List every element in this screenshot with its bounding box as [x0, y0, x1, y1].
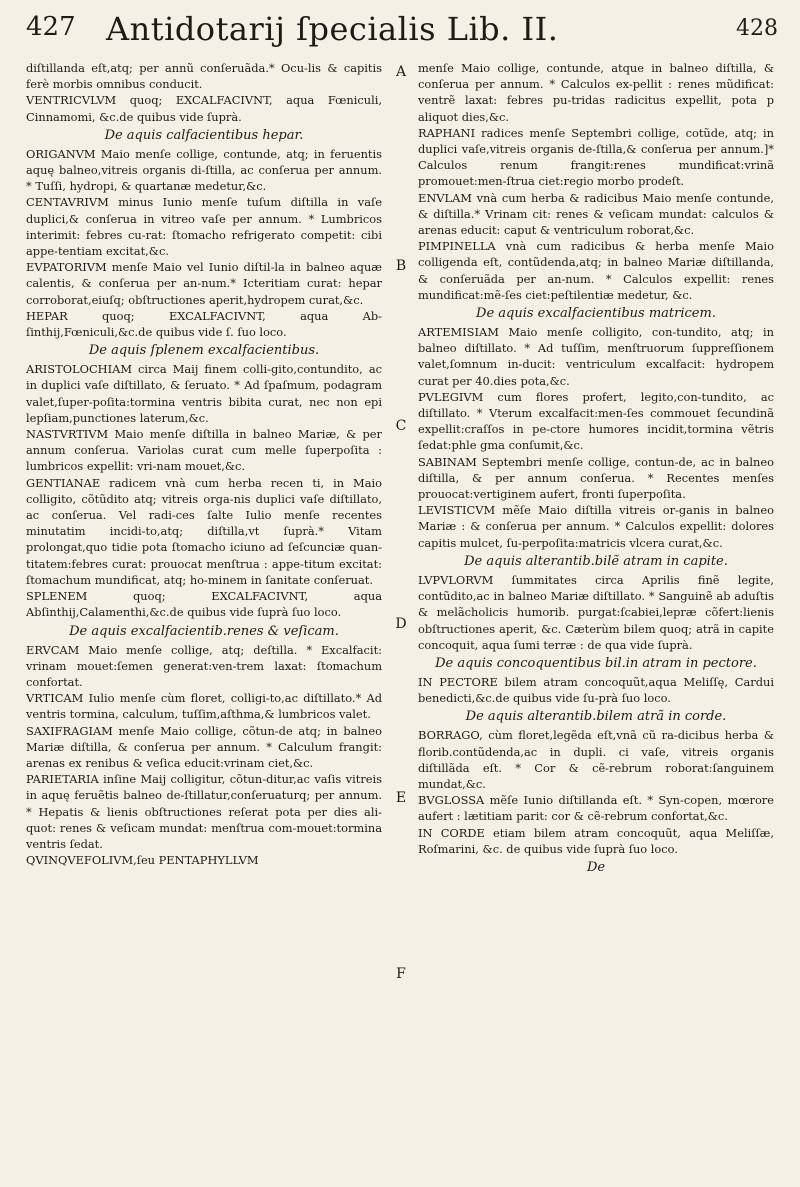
paragraph: PVLEGIVM cum flores profert, legito,con-tundito, ac diſtillato. * Vterum excalfacit:men-ſes commouet ſecundinã expellit:craſſos in pe-ctore humores incidit,tormina vẽtris ſedat:phle gma conſumit,&c. — [418, 389, 774, 453]
paragraph: RAPHANI radices menſe Septembri collige, cotũde, atq; in duplici vaſe,vitreis organis de-ſtilla,& conſerua per annum.]* Calculos renum frangit:renes mundificat:vrinã promouet:men-ſtrua ciet:regio morbo prodeſt. — [418, 125, 774, 189]
paragraph: ARTEMISIAM Maio menſe colligito, con-tundito, atq; in balneo diſtillato. * Ad tuſſim, menſtruorum ſuppreſſionem valet,ſomnum in-ducit: ventriculum excalfacit: hydropem curat per 40.dies pota,&c. — [418, 325, 774, 388]
section-heading: De aquis alterantib.bilẽ atram in capite. — [464, 553, 728, 569]
running-header — [26, 10, 778, 54]
section-heading: De aquis ſplenem excalfacientibus. — [88, 343, 320, 359]
section-heading: De aquis excalfacientib.renes & veſicam. — [69, 623, 339, 639]
section-heading: De aquis calfacientibus hepar. — [104, 127, 304, 143]
paragraph: LVPVLORVM ſummitates circa Aprilis finẽ legite, contũdito,ac in balneo Mariæ diſtillato. * Sanguinẽ ab aduſtis & melãcholicis humorib. purgat:ſcabiei,lepræ cõfert:lienis obſtructiones aperit, &c. Cæterùm bilem quoq; atrã in capite concoquit, aqua ſumi terræ : de qua vide ſuprà. — [418, 572, 774, 652]
left-column — [26, 60, 382, 1170]
paragraph: SPLENEM quoq; EXCALFACIVNT, aqua Abſinthij,Calamenthi,&c.de quibus vide ſuprà ſuo loco. — [26, 589, 382, 620]
paragraph: EVPATORIVM menſe Maio vel Iunio diſtil-la in balneo aquæ calentis, & conſerua per an-num.* Icteritiam curat: hepar corroborat,eiuſq; obſtructiones aperit,hydropem curat,&c. — [26, 260, 382, 307]
paragraph: ARISTOLOCHIAM circa Maij finem colli-gito,contundito, ac in duplici vaſe diſtillato, & ſeruato. * Ad ſpaſmum, podagram valet,ſuper-poſita:tormina ventris bibita curat, nec non epi lepſiam,punctiones laterum,&c. — [26, 362, 382, 425]
margin-letter-d: D — [395, 616, 407, 632]
paragraph: GENTIANAE radicem vnà cum herba recen ti, in Maio colligito, cõtũdito atq; vitreis orga-nis duplici vaſe diſtillato, ac conſerua. Vel radi-ces ſalte Iulio menſe recentes minutatim incidi-to,atq; diſtilla,vt ſuprà.* Vitam prolongat,quo tidie pota ſtomacho iciuno ad ſeſcunciæ quan-titatem:febres curat: prouocat menſtrua : appe-titum excitat: ſtomachum mundificat, atq; ho-minem in ſanitate conſeruat. — [26, 475, 382, 587]
paragraph: diſtillanda eſt,atq; per annũ conſeruãda.* Ocu-lis & capitis ferè morbis omnibus conducit. — [26, 61, 382, 92]
page-number-left: 427 — [26, 12, 76, 42]
section-heading: De aquis excalfacientibus matricem. — [476, 306, 716, 322]
paragraph: SAXIFRAGIAM menſe Maio collige, cõtun-de atq; in balneo Mariæ diſtilla, & conſerua per annum. * Calculum frangit: arenas ex renibus & veſica educit:vrinam ciet,&c. — [26, 723, 382, 770]
section-heading: De aquis alterantib.bilem atrã in corde. — [465, 709, 727, 725]
paragraph: CENTAVRIVM minus Iunio menſe tuſum diſtilla in vaſe duplici,& conſerua in vitreo vaſe per annum. * Lumbricos interimit: febres cu-rat: ſtomacho refrigerato competit: cibi appe-tentiam excitat,&c. — [26, 195, 382, 259]
paragraph: PIMPINELLA vnà cum radicibus & herba menſe Maio colligenda eſt, contũdenda,atq; in balneo Mariæ diſtillanda, & conſeruãda per an-num. * Calculos expellit: renes mundificat:mẽ-ſes ciet:peſtilentiæ medetur, &c. — [418, 239, 774, 302]
paragraph: ERVCAM Maio menſe collige, atq; deſtilla. * Excalfacit: vrinam mouet:ſemen generat:ven-trem laxat: ſtomachum confortat. — [26, 642, 382, 689]
paragraph: VENTRICVLVM quoq; EXCALFACIVNT, aqua Fœniculi, Cinnamomi, &c.de quibus vide ſuprà. — [26, 93, 382, 124]
paragraph: HEPAR quoq; EXCALFACIVNT, aqua Ab-ſinthij,Fœniculi,&c.de quibus vide ſ. ſuo loco. — [26, 308, 382, 340]
paragraph: VRTICAM Iulio menſe cùm floret, colligi-to,ac diſtillato.* Ad ventris tormina, calculum, tuſſim,aſthma,& lumbricos valet. — [26, 691, 382, 722]
paragraph: QVINQVEFOLIVM,ſeu PENTAPHYLLVM — [26, 853, 259, 868]
paragraph: menſe Maio collige, contunde, atque in balneo diſtilla, & conſerua per annum. * Calculos ex-pellit : renes mũdificat: ventrẽ laxat: febres pu-tridas radicitus expellit, pota p aliquot dies,&c. — [418, 61, 774, 124]
paragraph: NASTVRTIVM Maio menſe diſtilla in balneo Mariæ, & per annum conſerua. Variolas curat cum melle ſuperpoſita : lumbricos expellit: vri-nam mouet,&c. — [26, 427, 382, 474]
running-title: Antidotarij ſpecialis Lib. II. — [106, 10, 559, 48]
section-heading: De — [586, 859, 606, 875]
paragraph: BORRAGO, cùm floret,legẽda eſt,vnã cũ ra-dicibus herba & florib.contũdenda,ac in dupli. ci vaſe, vitreis organis diſtillãda eſt. * Cor & cẽ-rebrum roborat:ſanguinem mundat,&c. — [418, 728, 774, 791]
paragraph: ENVLAM vnà cum herba & radicibus Maio menſe contunde, & diſtilla.* Vrinam cit: renes & veſicam mundat: calculos & arenas educit: caput & ventriculum roborat,&c. — [418, 190, 774, 238]
margin-letter-c: C — [395, 418, 407, 434]
paragraph: ORIGANVM Maio menſe collige, contunde, atq; in feruentis aquę balneo,vitreis organis di-ſtilla, ac conſerua per annum. * Tuſſi, hydropi, & quartanæ medetur,&c. — [26, 146, 382, 194]
right-column — [418, 60, 774, 1170]
paragraph: SABINAM Septembri menſe collige, contun-de, ac in balneo diſtilla, & per annum conſerua. * Recentes menſes prouocat:vertiginem aufert, fronti ſuperpoſita. — [418, 454, 774, 502]
paragraph: IN PECTORE bilem atram concoquũt,aqua Meliſſę, Cardui benedicti,&c.de quibus vide ſu-prà ſuo loco. — [418, 674, 774, 706]
margin-letter-f: F — [396, 966, 406, 982]
paragraph: BVGLOSSA mẽſe Iunio diſtillanda eſt. * Syn-copen, mœrore aufert : lætitiam parit: cor & cẽ-rebrum confortat,&c. — [418, 793, 774, 824]
page-number-right: 428 — [736, 16, 778, 41]
paragraph: IN CORDE etiam bilem atram concoquũt, aqua Meliſſæ, Roſmarini, &c. de quibus vide ſuprà ſuo loco. — [418, 825, 774, 856]
margin-letter-b: B — [395, 258, 407, 274]
paragraph: LEVISTICVM mẽſe Maio diſtilla vitreis or-ganis in balneo Mariæ : & conſerua per annum. * Calculos expellit: dolores capitis mulcet, ſu-perpoſita:matricis vlcera curat,&c. — [418, 503, 774, 550]
section-heading: De aquis concoquentibus bil.in atram in pectore. — [435, 655, 757, 671]
paragraph: PARIETARIA inſine Maij colligitur, cõtun-ditur,ac vaſis vitreis in aquę feruẽtis balneo de-ſtillatur,conſeruaturq; per annum. * Hepatis & lienis obſtructiones reſerat pota per dies ali-quot: renes & veſicam mundat: menſtrua com-mouet:tormina ventris ſedat. — [26, 772, 382, 851]
margin-letter-e: E — [395, 790, 407, 806]
margin-letter-a: A — [395, 64, 407, 80]
